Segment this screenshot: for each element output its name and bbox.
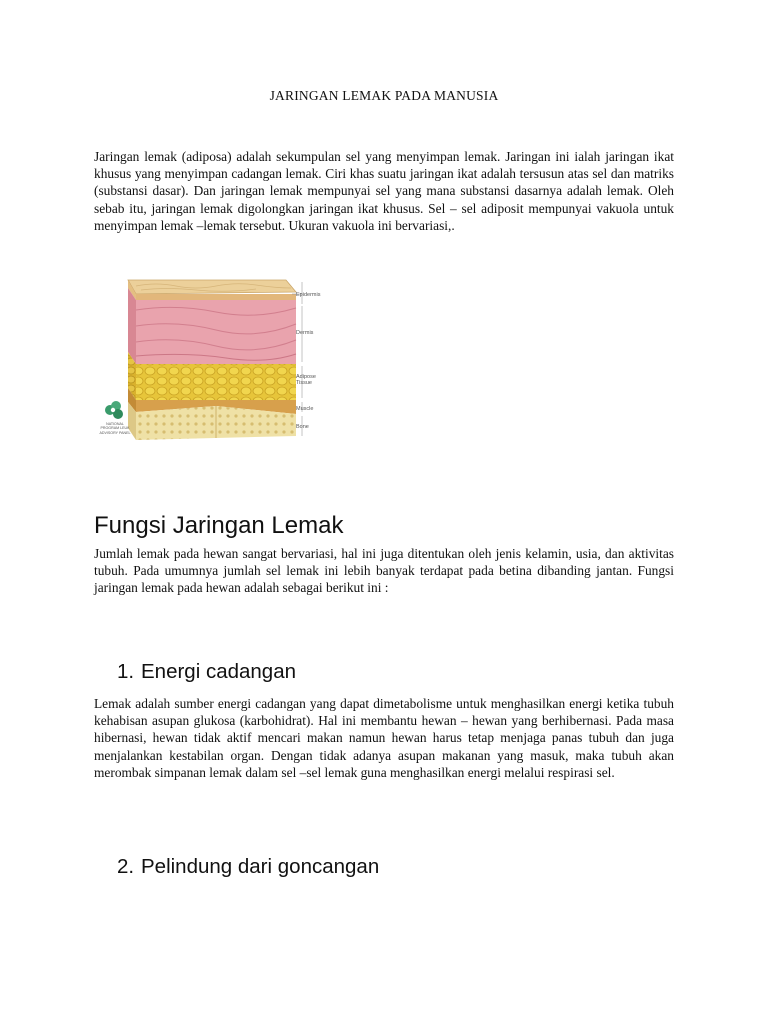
intro-paragraph: Jaringan lemak (adiposa) adalah sekumpulan sel yang menyimpan lemak. Jaringan ini ialah jaringan ikat khusus yang menyimpan cadangan lemak. Ciri khas suatu jaringan ikat adalah tersusun atas sel dan matriks (substansi dasar). Dan jaringan lemak mempunyai sel yang mana substansi dasarnya adalah lemak. Oleh sebab itu, jaringan lemak digolongkan jaringan ikat khusus. Sel – sel adiposit mempunyai vakuola untuk menyimpan lemak –lemak tersebut. Ukuran vakuola ini bervariasi,.	[94, 149, 674, 233]
label-bone: Bone	[296, 424, 309, 430]
item-paragraph-energi: Lemak adalah sumber energi cadangan yang dapat dimetabolisme untuk menghasilkan energi ketika tubuh kehabisan asupan glukosa (karbohidrat). Hal ini membantu hewan – hewan yang berhibernasi. Pada masa hibernasi, hewan tidak aktif mencari makan namun hewan harus tetap menjaga panas tubuh dan juga menjalankan kestabilan organ. Dengan tidak adanya asupan makanan yang masuk, maka tubuh akan merombak simpanan lemak dalam sel –sel lemak guna menghasilkan energi melalui respirasi sel.	[94, 696, 674, 780]
item-number: 1.	[117, 660, 135, 683]
label-epidermis: Epidermis	[296, 292, 321, 298]
item-heading-energi	[117, 660, 296, 684]
institution-logo-icon	[105, 401, 123, 419]
item-heading-text: Pelindung dari goncangan	[141, 855, 380, 878]
item-heading-pelindung	[117, 855, 379, 879]
skin-layers-figure	[96, 276, 346, 452]
item-number: 2.	[117, 855, 135, 878]
document-title: JARINGAN LEMAK PADA MANUSIA	[269, 88, 499, 103]
section-paragraph: Jumlah lemak pada hewan sangat bervariasi, hal ini juga ditentukan oleh jenis kelamin, usia, dan aktivitas tubuh. Pada umumnya jumlah sel lemak ini lebih banyak terdapat pada betina dibanding jantan. Fungsi jaringan lemak pada hewan adalah sebagai berikut ini :	[94, 546, 674, 596]
label-tissue: Tissue	[296, 380, 312, 386]
adipose-front	[136, 364, 296, 400]
logo-caption: NATIONAL PROGRAM LEUK ADVISORY PANEL	[99, 422, 131, 435]
label-adipose: Adipose	[296, 374, 316, 380]
section-heading: Fungsi Jaringan Lemak	[94, 512, 344, 539]
epidermis-front	[136, 294, 296, 300]
label-dermis: Dermis	[296, 330, 314, 336]
label-muscle: Muscle	[296, 406, 314, 412]
item-heading-text: Energi cadangan	[141, 660, 297, 683]
